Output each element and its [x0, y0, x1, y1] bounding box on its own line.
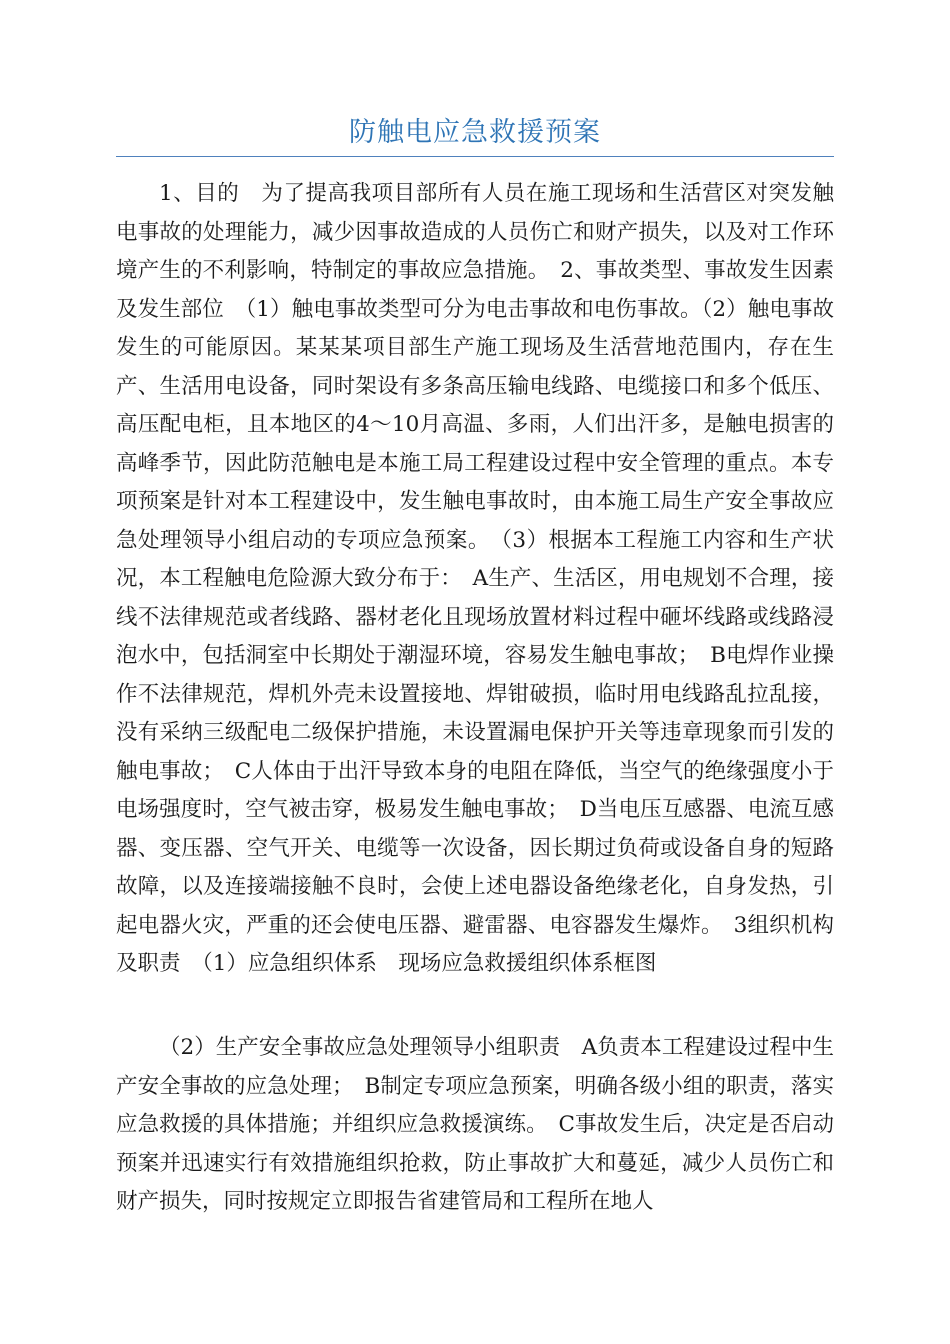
body-text-section-2 — [116, 1029, 834, 1222]
title-underline — [116, 110, 834, 157]
body-text-section-1 — [116, 175, 834, 984]
paragraph-leadership-duties: （2）生产安全事故应急处理领导小组职责 A负责本工程建设过程中生产安全事故的应急处理； B制定专项应急预案，明确各级小组的职责，落实应急救援的具体措施；并组织应急救援演练。 C事故发生后，决定是否启动预案并迅速实行有效措施组织抢救，防止事故扩大和蔓延，减少人员伤亡和财产损失，同时按规定立即报告省建管局和工程所在地人 — [116, 1035, 834, 1214]
paragraph-purpose-and-hazards: 1、目的 为了提高我项目部所有人员在施工现场和生活营区对突发触电事故的处理能力，减少因事故造成的人员伤亡和财产损失，以及对工作环境产生的不利影响，特制定的事故应急措施。 2、事故类型、事故发生因素及发生部位 （1）触电事故类型可分为电击事故和电伤事故。（2）触电事故发生的可能原因。某某某项目部生产施工现场及生活营地范围内，存在生产、生活用电设备，同时架设有多条高压输电线路、电缆接口和多个低压、高压配电柜，且本地区的4～10月高温、多雨，人们出汗多，是触电损害的高峰季节，因此防范触电是本施工局工程建设过程中安全管理的重点。本专项预案是针对本工程建设中，发生触电事故时，由本施工局生产安全事故应急处理领导小组启动的专项应急预案。 （3）根据本工程施工内容和生产状况，本工程触电危险源大致分布于： A生产、生活区，用电规划不合理，接线不法律规范或者线路、器材老化且现场放置材料过程中砸坏线路或线路浸泡水中，包括洞室中长期处于潮湿环境，容易发生触电事故； B电焊作业操作不法律规范，焊机外壳未设置接地、焊钳破损，临时用电线路乱拉乱接，没有采纳三级配电二级保护措施，未设置漏电保护开关等违章现象而引发的触电事故； C人体由于出汗导致本身的电阻在降低，当空气的绝缘强度小于电场强度时，空气被击穿，极易发生触电事故； D当电压互感器、电流互感器、变压器、空气开关、电缆等一次设备，因长期过负荷或设备自身的短路故障，以及连接端接触不良时，会使上述电器设备绝缘老化，自身发热，引起电器火灾，严重的还会使电压器、避雷器、电容器发生爆炸。 3组织机构及职责 （1）应急组织体系 现场应急救援组织体系框图 — [116, 181, 834, 976]
document-title: 防触电应急救援预案 — [349, 117, 601, 148]
